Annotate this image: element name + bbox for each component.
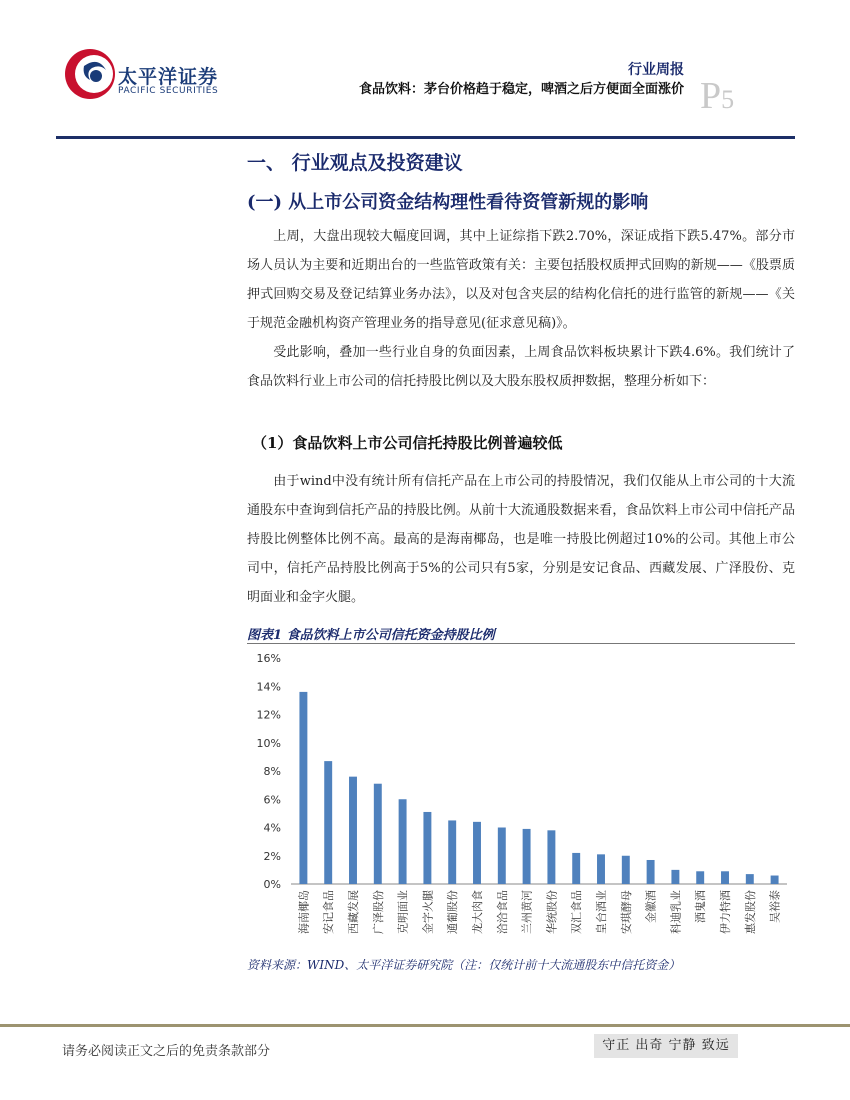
x-tick-label: 金字火腿 bbox=[421, 890, 435, 934]
company-name-cn: 太平洋证券 bbox=[118, 66, 219, 88]
x-tick-label: 安记食品 bbox=[322, 890, 336, 934]
paragraph-2 bbox=[247, 338, 795, 396]
bar-14 bbox=[622, 856, 630, 884]
paragraph-3 bbox=[247, 467, 795, 612]
x-tick-label: 西藏发展 bbox=[347, 890, 360, 934]
x-tick-label: 华统股份 bbox=[545, 890, 559, 934]
y-tick-label: 10% bbox=[256, 736, 281, 750]
point-heading: （1）食品饮料上市公司信托持股比例普遍较低 bbox=[252, 434, 563, 452]
bar-20 bbox=[771, 876, 779, 884]
bar-17 bbox=[696, 871, 704, 884]
y-tick-label: 8% bbox=[263, 765, 281, 778]
y-tick-label: 4% bbox=[263, 821, 281, 835]
bar-19 bbox=[746, 874, 754, 884]
footer-rule bbox=[0, 1024, 850, 1027]
x-tick-label: 酒鬼酒 bbox=[694, 890, 708, 923]
bar-13 bbox=[597, 854, 605, 884]
header-rule bbox=[56, 136, 795, 139]
bar-9 bbox=[498, 828, 506, 885]
bar-16 bbox=[671, 870, 679, 884]
bar-10 bbox=[523, 829, 531, 884]
bar-6 bbox=[423, 812, 431, 884]
bar-15 bbox=[647, 860, 655, 884]
footer-motto: 守正 出奇 宁静 致远 bbox=[594, 1034, 738, 1058]
paragraph-2-text: 受此影响，叠加一些行业自身的负面因素，上周食品饮料板块累计下跌4.6%。我们统计了食品饮料行业上市公司的信托持股比例以及大股东股权质押数据，整理分析如下： bbox=[247, 345, 795, 389]
x-tick-label: 科迪乳业 bbox=[669, 890, 683, 934]
report-type: 行业周报 bbox=[628, 62, 684, 78]
section-heading: 一、 行业观点及投资建议 bbox=[247, 152, 463, 174]
paragraph-1 bbox=[247, 222, 795, 338]
figure-source: 资料来源：WIND、太平洋证券研究院（注：仅统计前十大流通股东中信托资金） bbox=[247, 958, 681, 972]
bar-1 bbox=[299, 692, 307, 884]
bar-12 bbox=[572, 853, 580, 884]
x-tick-label: 安琪酵母 bbox=[619, 890, 633, 934]
x-tick-label: 双汇食品 bbox=[570, 890, 584, 934]
bar-8 bbox=[473, 822, 481, 884]
subsection-heading: (一) 从上市公司资金结构理性看待资管新规的影响 bbox=[247, 192, 649, 213]
company-name-en: PACIFIC SECURITIES bbox=[118, 86, 219, 96]
x-tick-label: 广泽股份 bbox=[371, 890, 385, 934]
page-digit: 5 bbox=[721, 85, 735, 114]
x-tick-label: 金徽酒 bbox=[644, 890, 658, 923]
x-tick-label: 龙大肉食 bbox=[471, 890, 484, 934]
x-tick-label: 海南椰岛 bbox=[297, 890, 311, 934]
y-tick-label: 6% bbox=[263, 793, 281, 807]
paragraph-1-text: 上周，大盘出现较大幅度回调，其中上证综指下跌2.70%，深证成指下跌5.47%。部分市场人员认为主要和近期出台的一些监管政策有关：主要包括股权质押式回购的新规——《股票质押式回购交易及登记结算业务办法》，以及对包含夹层的结构化信托的进行监管的新规——《关于规范金融机构资产管理业务的指导意见(征求意见稿)》。 bbox=[247, 229, 795, 331]
bar-2 bbox=[324, 761, 332, 884]
figure-title: 图表1 食品饮料上市公司信托资金持股比例 bbox=[247, 628, 495, 643]
y-tick-label: 16% bbox=[256, 652, 281, 665]
chart-labels bbox=[257, 652, 782, 934]
page-letter: P bbox=[700, 75, 722, 117]
footer-disclaimer: 请务必阅读正文之后的免责条款部分 bbox=[62, 1044, 271, 1059]
y-tick-label: 12% bbox=[256, 708, 281, 722]
bar-7 bbox=[448, 820, 456, 884]
x-tick-label: 克明面业 bbox=[396, 890, 410, 934]
report-title: 食品饮料：茅台价格趋于稳定，啤酒之后方便面全面涨价 bbox=[358, 82, 684, 97]
chart-bars bbox=[299, 692, 778, 884]
x-tick-label: 伊力特酒 bbox=[719, 890, 732, 934]
y-tick-label: 14% bbox=[256, 680, 281, 694]
trust-holding-bar-chart bbox=[247, 646, 795, 952]
y-tick-label: 2% bbox=[263, 849, 281, 863]
x-tick-label: 皇台酒业 bbox=[595, 890, 608, 934]
figure-rule bbox=[247, 643, 795, 644]
bar-18 bbox=[721, 871, 729, 884]
x-tick-label: 通葡股份 bbox=[446, 890, 460, 934]
paragraph-3-text: 由于wind中没有统计所有信托产品在上市公司的持股情况，我们仅能从上市公司的十大流通股东中查询到信托产品的持股比例。从前十大流通股数据来看，食品饮料上市公司中信托产品持股比例整体比例不高。最高的是海南椰岛，也是唯一持股比例超过10%的公司。其他上市公司中，信托产品持股比例高于5%的公司只有5家，分别是安记食品、西藏发展、广泽股份、克明面业和金字火腿。 bbox=[247, 474, 795, 605]
x-tick-label: 惠发股份 bbox=[743, 890, 757, 934]
bar-11 bbox=[547, 830, 555, 884]
x-tick-label: 洽洽食品 bbox=[495, 890, 509, 934]
logo-dot bbox=[90, 70, 102, 82]
x-tick-label: 吴裕泰 bbox=[768, 890, 782, 923]
x-tick-label: 兰州黄河 bbox=[520, 890, 534, 934]
bar-3 bbox=[349, 777, 357, 884]
bar-4 bbox=[374, 784, 382, 884]
bar-5 bbox=[399, 799, 407, 884]
page-number bbox=[700, 74, 734, 118]
y-tick-label: 0% bbox=[263, 878, 281, 891]
